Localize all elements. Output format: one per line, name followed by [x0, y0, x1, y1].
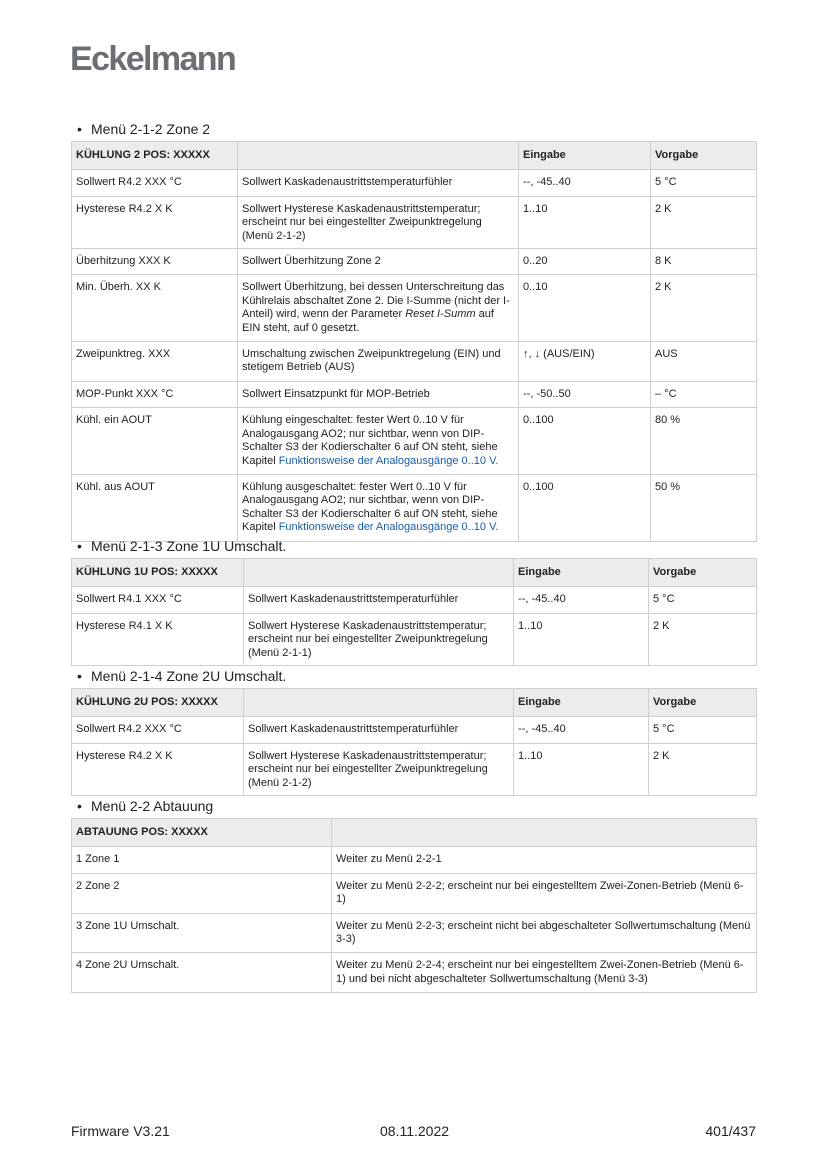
desc-cell: Sollwert Überhitzung Zone 2 — [238, 249, 519, 275]
table-row — [72, 587, 757, 613]
desc-text: Kühlung ausgeschaltet: fester Wert 0..10 V für Analogausgang AO2; nur sichtbar, wenn von DIP-Schalter S3 der Kodierschalter 6 auf ON steht, siehe Kapitel — [242, 480, 498, 534]
header-cell — [244, 559, 514, 587]
table-row — [72, 170, 757, 196]
abtauung-table — [71, 818, 757, 993]
desc-cell — [238, 474, 519, 541]
kuehlung-2u-table — [71, 688, 757, 796]
desc-cell: Sollwert Hysterese Kaskadenaustrittstemperatur; erscheint nur bei eingestellter Zweipunktregelung (Menü 2-1-2) — [244, 743, 514, 795]
section-heading: • Menü 2-2 Abtauung — [77, 798, 214, 814]
table-row — [72, 717, 757, 743]
param-cell: Sollwert R4.2 XXX °C — [72, 717, 244, 743]
desc-cell: Weiter zu Menü 2-2-4; erscheint nur bei eingestelltem Zwei-Zonen-Betrieb (Menü 6-1) und bei nicht abgeschalteter Sollwertumschaltung (Menü 3-3) — [332, 953, 757, 993]
input-cell: --, -50..50 — [519, 381, 651, 407]
header-cell: Eingabe — [519, 142, 651, 170]
chapter-link[interactable]: Funktionsweise der Analogausgänge 0..10 V. — [278, 521, 499, 534]
table-header-row — [72, 559, 757, 587]
chapter-link[interactable]: Funktionsweise der Analogausgänge 0..10 V. — [278, 454, 499, 467]
table-row — [72, 474, 757, 541]
bullet-icon: • — [77, 798, 82, 814]
table-row — [72, 342, 757, 382]
param-cell: Hysterese R4.1 X K — [72, 613, 244, 665]
header-cell: Vorgabe — [651, 142, 757, 170]
input-cell: ↑, ↓ (AUS/EIN) — [519, 342, 651, 382]
input-cell: --, -45..40 — [514, 587, 649, 613]
table-row — [72, 873, 757, 913]
header-cell: Vorgabe — [649, 689, 757, 717]
menu-item-cell: 2 Zone 2 — [72, 873, 332, 913]
default-cell: 5 °C — [649, 587, 757, 613]
desc-cell: Sollwert Kaskadenaustrittstemperaturfühler — [244, 717, 514, 743]
section-menu-2-2 — [71, 798, 756, 993]
desc-cell: Sollwert Hysterese Kaskadenaustrittstemperatur; erscheint nur bei eingestellter Zweipunktregelung (Menü 2-1-1) — [244, 613, 514, 665]
table-row — [72, 613, 757, 665]
header-cell: KÜHLUNG 2U POS: XXXXX — [72, 689, 244, 717]
desc-cell: Sollwert Kaskadenaustrittstemperaturfühler — [238, 170, 519, 196]
desc-text: auf EIN steht, auf 0 gesetzt. — [242, 308, 494, 334]
menu-item-cell: 1 Zone 1 — [72, 847, 332, 873]
bullet-icon: • — [77, 538, 82, 554]
desc-cell — [238, 408, 519, 475]
section-heading: • Menü 2-1-4 Zone 2U Umschalt. — [77, 668, 287, 684]
param-cell: Min. Überh. XX K — [72, 275, 238, 342]
input-cell: 0..10 — [519, 275, 651, 342]
header-cell — [238, 142, 519, 170]
default-cell: 2 K — [651, 275, 757, 342]
kuehlung-2-table — [71, 141, 757, 542]
table-row — [72, 381, 757, 407]
desc-cell: Weiter zu Menü 2-2-1 — [332, 847, 757, 873]
param-cell: Hysterese R4.2 X K — [72, 196, 238, 248]
section-menu-2-1-3 — [71, 538, 756, 666]
desc-cell — [238, 275, 519, 342]
default-cell: 2 K — [649, 613, 757, 665]
kuehlung-1u-table — [71, 558, 757, 666]
default-cell: 80 % — [651, 408, 757, 475]
header-cell: ABTAUUNG POS: XXXXX — [72, 819, 332, 847]
eckelmann-logo: Eckelmann — [70, 40, 236, 78]
desc-cell: Sollwert Einsatzpunkt für MOP-Betrieb — [238, 381, 519, 407]
default-cell: 2 K — [649, 743, 757, 795]
table-row — [72, 196, 757, 248]
param-cell: Hysterese R4.2 X K — [72, 743, 244, 795]
param-name-italic: Reset I-Summ — [405, 308, 476, 321]
param-cell: Kühl. ein AOUT — [72, 408, 238, 475]
header-cell: KÜHLUNG 1U POS: XXXXX — [72, 559, 244, 587]
table-header-row — [72, 689, 757, 717]
header-cell — [244, 689, 514, 717]
desc-cell: Sollwert Hysterese Kaskadenaustrittstemperatur; erscheint nur bei eingestellter Zweipunktregelung (Menü 2-1-2) — [238, 196, 519, 248]
header-cell: KÜHLUNG 2 POS: XXXXX — [72, 142, 238, 170]
param-cell: Sollwert R4.1 XXX °C — [72, 587, 244, 613]
table-header-row — [72, 819, 757, 847]
header-cell: Eingabe — [514, 689, 649, 717]
section-heading: • Menü 2-1-3 Zone 1U Umschalt. — [77, 538, 287, 554]
input-cell: 0..100 — [519, 474, 651, 541]
default-cell: 2 K — [651, 196, 757, 248]
desc-text: Kühlung eingeschaltet: fester Wert 0..10 V für Analogausgang AO2; nur sichtbar, wenn von DIP-Schalter S3 der Kodierschalter 6 auf ON steht, siehe Kapitel — [242, 414, 498, 467]
table-row — [72, 913, 757, 953]
default-cell: 50 % — [651, 474, 757, 541]
bullet-icon: • — [77, 668, 82, 684]
default-cell: 8 K — [651, 249, 757, 275]
input-cell: --, -45..40 — [519, 170, 651, 196]
section-menu-2-1-4 — [71, 668, 756, 796]
bullet-icon: • — [77, 121, 82, 137]
menu-item-cell: 3 Zone 1U Umschalt. — [72, 913, 332, 953]
header-cell — [332, 819, 757, 847]
desc-text: Sollwert Überhitzung, bei dessen Unterschreitung das Kühlrelais abschaltet Zone 2. Die I-Summe (nicht der I-Anteil) wird, wenn der Parameter — [242, 281, 510, 321]
section-menu-2-1-2 — [71, 121, 756, 542]
param-cell: Sollwert R4.2 XXX °C — [72, 170, 238, 196]
table-row — [72, 275, 757, 342]
input-cell: 1..10 — [519, 196, 651, 248]
desc-cell: Umschaltung zwischen Zweipunktregelung (EIN) und stetigem Betrieb (AUS) — [238, 342, 519, 382]
param-cell: Überhitzung XXX K — [72, 249, 238, 275]
default-cell: – °C — [651, 381, 757, 407]
table-row — [72, 953, 757, 993]
section-heading: • Menü 2-1-2 Zone 2 — [77, 121, 211, 137]
header-cell: Eingabe — [514, 559, 649, 587]
header-cell: Vorgabe — [649, 559, 757, 587]
table-row — [72, 847, 757, 873]
input-cell: 1..10 — [514, 743, 649, 795]
param-cell: MOP-Punkt XXX °C — [72, 381, 238, 407]
table-row — [72, 249, 757, 275]
desc-cell: Weiter zu Menü 2-2-2; erscheint nur bei eingestelltem Zwei-Zonen-Betrieb (Menü 6-1) — [332, 873, 757, 913]
footer-page-number: 401/437 — [705, 1123, 756, 1139]
footer-date: 08.11.2022 — [380, 1123, 450, 1139]
default-cell: 5 °C — [649, 717, 757, 743]
menu-item-cell: 4 Zone 2U Umschalt. — [72, 953, 332, 993]
param-cell: Kühl. aus AOUT — [72, 474, 238, 541]
table-row — [72, 743, 757, 795]
input-cell: --, -45..40 — [514, 717, 649, 743]
desc-cell: Sollwert Kaskadenaustrittstemperaturfühler — [244, 587, 514, 613]
table-row — [72, 408, 757, 475]
default-cell: 5 °C — [651, 170, 757, 196]
input-cell: 0..20 — [519, 249, 651, 275]
param-cell: Zweipunktreg. XXX — [72, 342, 238, 382]
footer-version: Firmware V3.21 — [71, 1123, 170, 1139]
default-cell: AUS — [651, 342, 757, 382]
table-header-row — [72, 142, 757, 170]
input-cell: 1..10 — [514, 613, 649, 665]
desc-cell: Weiter zu Menü 2-2-3; erscheint nicht bei abgeschalteter Sollwertumschaltung (Menü 3-3) — [332, 913, 757, 953]
input-cell: 0..100 — [519, 408, 651, 475]
